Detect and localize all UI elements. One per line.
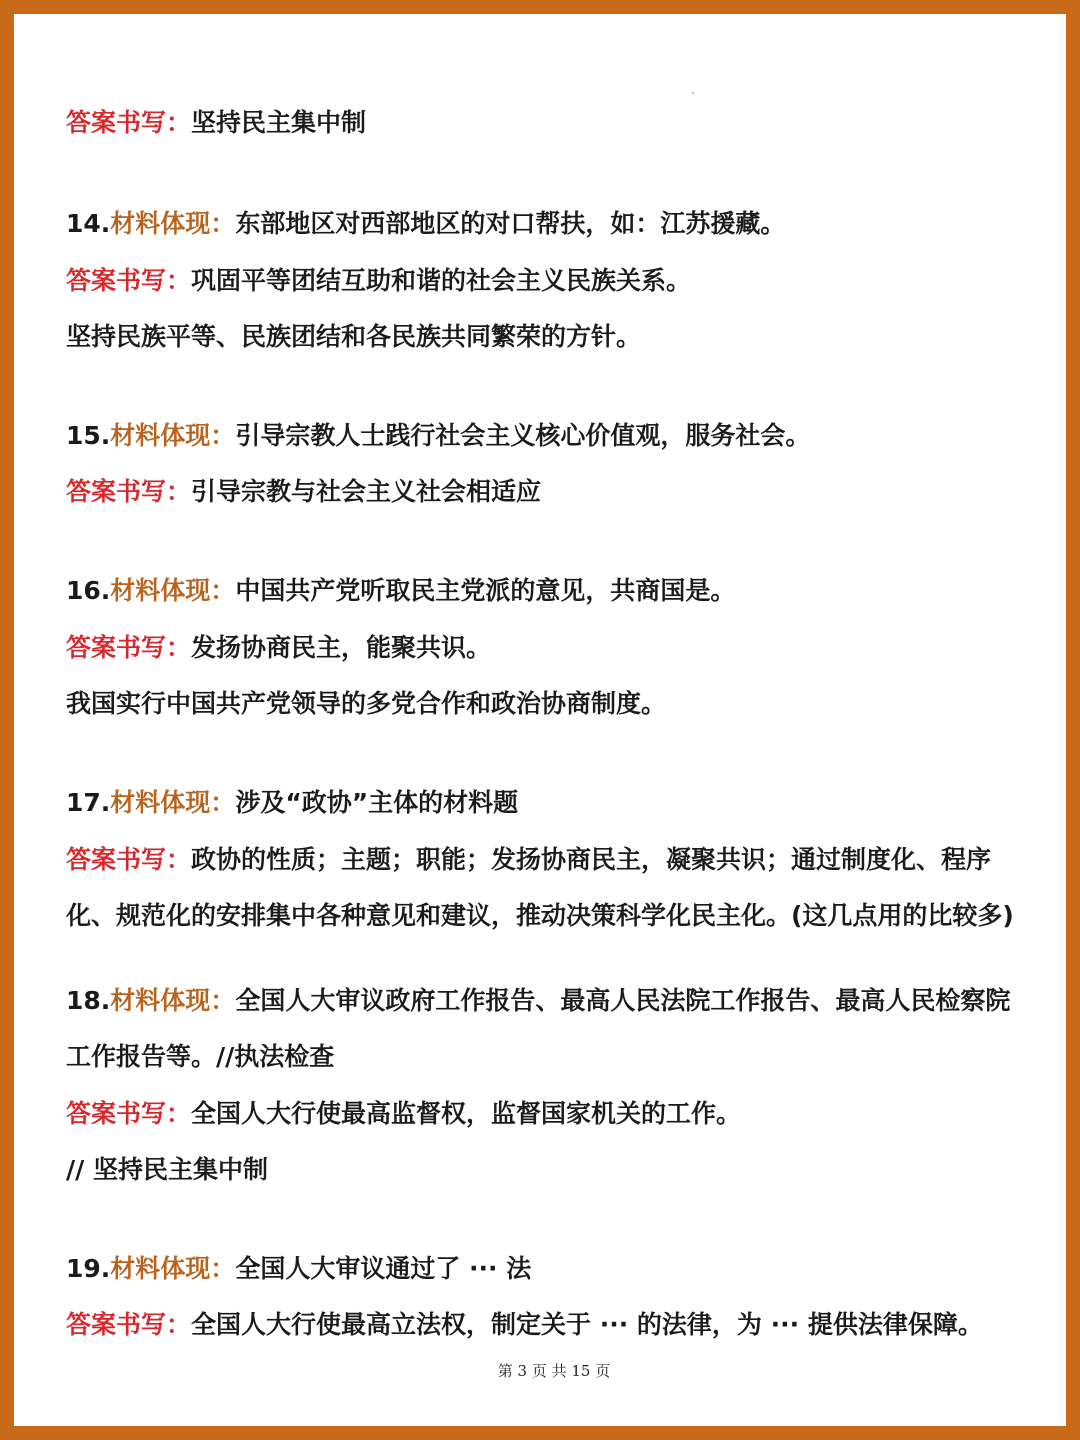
item-number: 14. [66,209,111,238]
answer-line [66,1097,1026,1131]
answer-label: 答案书写： [66,266,192,295]
item-number: 16. [66,576,111,605]
text-line [66,1153,1026,1187]
line-text: 发扬协商民主，能聚共识。 [191,633,492,662]
speck [692,92,694,94]
line-text: 坚持民主集中制 [191,108,367,137]
line-text: 政协的性质；主题；职能；发扬协商民主，凝聚共识；通过制度化、程序 [191,845,992,874]
material-label: 材料体现： [110,421,236,450]
answer-line [66,264,1026,298]
material-line [66,574,1026,608]
material-line [66,984,1026,1018]
answer-line [66,106,1026,140]
page-footer: 第 3 页 共 15 页 [497,1362,611,1380]
item-number: 19. [66,1254,111,1283]
answer-label: 答案书写： [66,845,192,874]
answer-label: 答案书写： [66,1099,192,1128]
text-line [66,687,1026,721]
line-text: 全国人大行使最高监督权，监督国家机关的工作。 [191,1099,742,1128]
line-text: 引导宗教与社会主义社会相适应 [191,477,542,506]
line-text: 涉及“政协”主体的材料题 [235,788,519,817]
line-text: 全国人大审议政府工作报告、最高人民法院工作报告、最高人民检察院 [235,986,1011,1015]
item-number: 15. [66,421,111,450]
answer-label: 答案书写： [66,108,192,137]
answer-line [66,843,1026,877]
answer-label: 答案书写： [66,477,192,506]
material-label: 材料体现： [110,209,236,238]
material-label: 材料体现： [110,788,236,817]
line-text: 东部地区对西部地区的对口帮扶，如：江苏援藏。 [235,209,786,238]
material-line [66,786,1026,820]
material-label: 材料体现： [110,986,236,1015]
answer-line [66,631,1026,665]
line-text: 坚持民族平等、民族团结和各民族共同繁荣的方针。 [66,322,642,351]
text-line [66,320,1026,354]
line-text: 全国人大审议通过了 ··· 法 [235,1254,532,1283]
line-text: 化、规范化的安排集中各种意见和建议，推动决策科学化民主化。(这几点用的比较多) [66,901,1014,930]
text-line [66,899,1026,933]
line-text: 中国共产党听取民主党派的意见，共商国是。 [235,576,736,605]
material-label: 材料体现： [110,1254,236,1283]
line-text: 我国实行中国共产党领导的多党合作和政治协商制度。 [66,689,667,718]
line-text: 工作报告等。//执法检查 [66,1042,335,1071]
answer-line [66,1308,1026,1342]
material-label: 材料体现： [110,576,236,605]
material-line [66,419,1026,453]
line-text: 全国人大行使最高立法权，制定关于 ··· 的法律，为 ··· 提供法律保障。 [191,1310,983,1339]
material-line [66,1252,1026,1286]
line-text: 引导宗教人士践行社会主义核心价值观，服务社会。 [235,421,811,450]
item-number: 18. [66,986,111,1015]
answer-line [66,475,1026,509]
line-text: 巩固平等团结互助和谐的社会主义民族关系。 [191,266,692,295]
answer-label: 答案书写： [66,1310,192,1339]
material-line [66,207,1026,241]
item-number: 17. [66,788,111,817]
answer-label: 答案书写： [66,633,192,662]
line-text: // 坚持民主集中制 [66,1155,268,1184]
text-line [66,1040,1026,1074]
